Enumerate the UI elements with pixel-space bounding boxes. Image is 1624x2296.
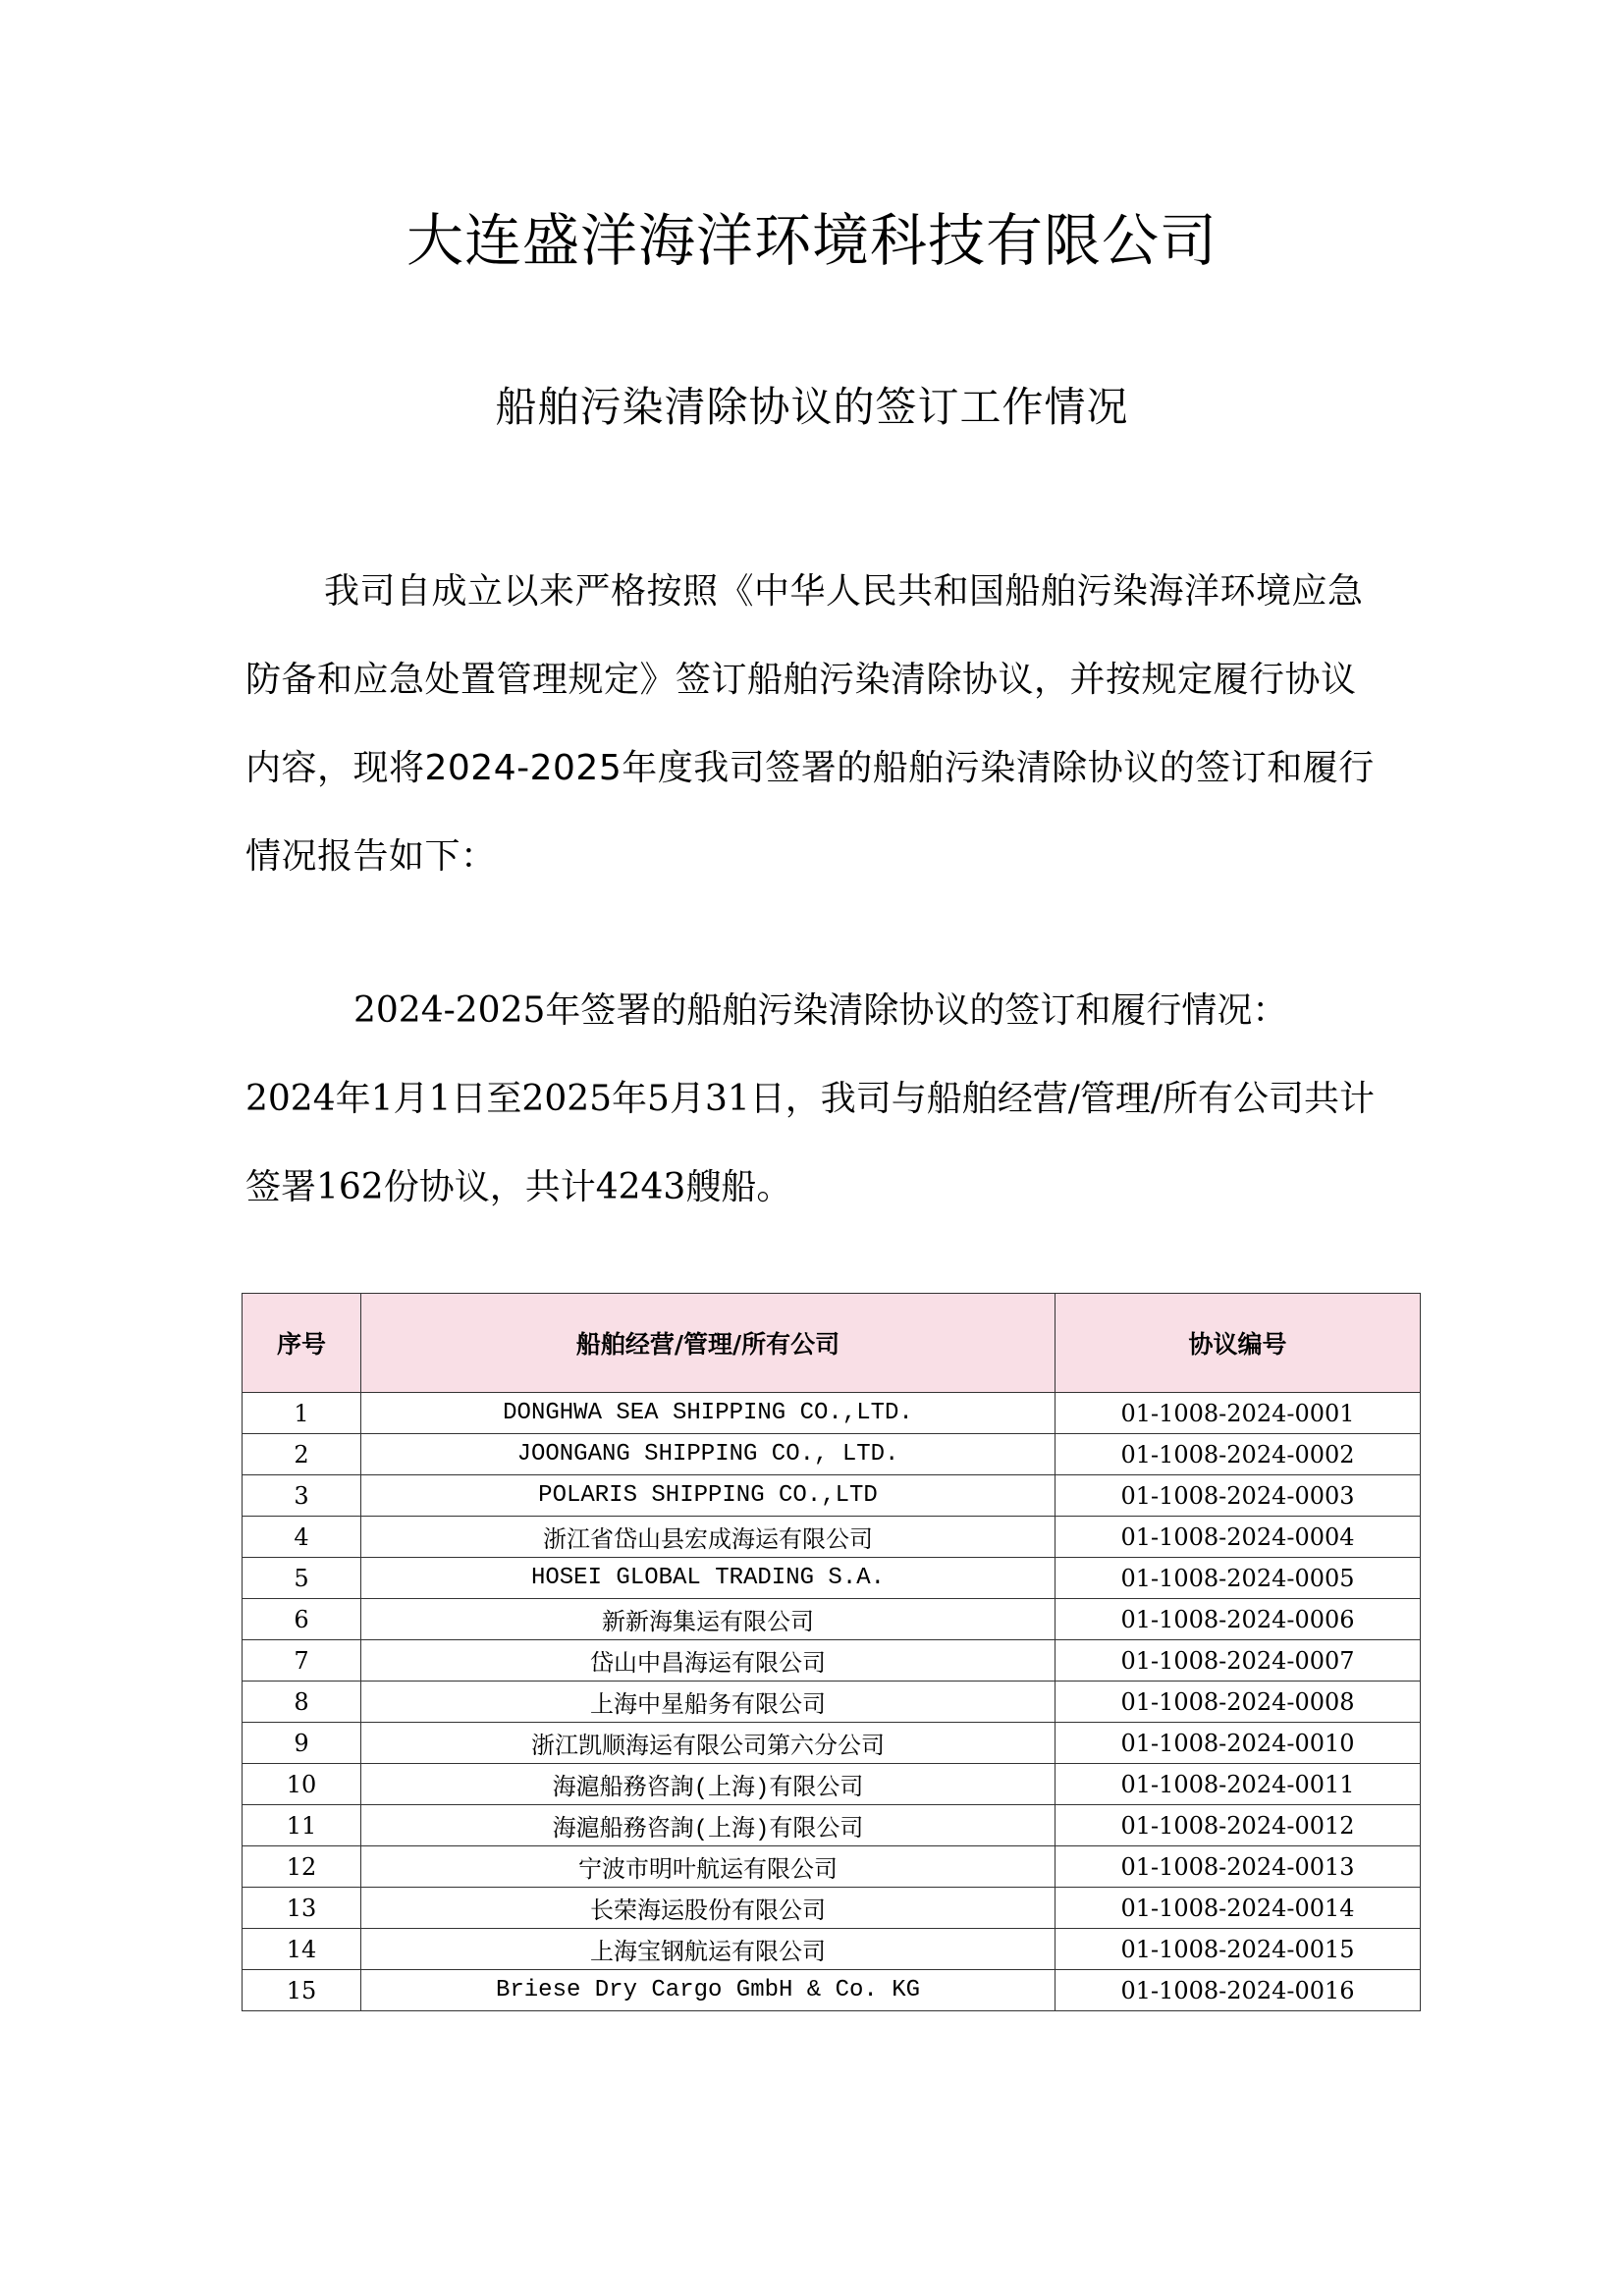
row-index: 13 <box>243 1888 361 1929</box>
row-company: DONGHWA SEA SHIPPING CO.,LTD. <box>361 1393 1056 1434</box>
table-row <box>243 1682 1421 1723</box>
table-row <box>243 1640 1421 1682</box>
header-agreement-no: 协议编号 <box>1056 1294 1421 1393</box>
row-index: 14 <box>243 1929 361 1970</box>
row-agreement-no: 01-1008-2024-0001 <box>1056 1393 1421 1434</box>
intro-paragraph: 我司自成立以来严格按照《中华人民共和国船舶污染海洋环境应急防备和应急处置管理规定》签订船舶污染清除协议，并按规定履行协议内容，现将2024-2025年度我司签署的船舶污染清除协议的签订和履行情况报告如下： <box>245 571 1375 877</box>
row-company: 上海宝钢航运有限公司 <box>361 1929 1056 1970</box>
summary-lead: 2024-2025年签署的船舶污染清除协议的签订和履行情况： <box>353 990 1288 1031</box>
row-index: 11 <box>243 1805 361 1846</box>
row-agreement-no: 01-1008-2024-0007 <box>1056 1640 1421 1682</box>
row-company: 长荣海运股份有限公司 <box>361 1888 1056 1929</box>
row-agreement-no: 01-1008-2024-0002 <box>1056 1434 1421 1475</box>
document-subtitle: 船舶污染清除协议的签订工作情况 <box>495 383 1129 431</box>
row-agreement-no: 01-1008-2024-0006 <box>1056 1599 1421 1640</box>
row-index: 2 <box>243 1434 361 1475</box>
row-company: 浙江省岱山县宏成海运有限公司 <box>361 1517 1056 1558</box>
row-index: 4 <box>243 1517 361 1558</box>
row-agreement-no: 01-1008-2024-0014 <box>1056 1888 1421 1929</box>
table-row <box>243 1846 1421 1888</box>
row-company: 海滬船務咨詢(上海)有限公司 <box>361 1805 1056 1846</box>
row-agreement-no: 01-1008-2024-0010 <box>1056 1723 1421 1764</box>
table-header-row <box>243 1294 1421 1393</box>
row-index: 5 <box>243 1558 361 1599</box>
row-agreement-no: 01-1008-2024-0011 <box>1056 1764 1421 1805</box>
row-index: 6 <box>243 1599 361 1640</box>
table-row <box>243 1475 1421 1517</box>
table-row <box>243 1723 1421 1764</box>
row-company: Briese Dry Cargo GmbH & Co. KG <box>361 1970 1056 2011</box>
header-company: 船舶经营/管理/所有公司 <box>361 1294 1056 1393</box>
table-row <box>243 1888 1421 1929</box>
row-agreement-no: 01-1008-2024-0013 <box>1056 1846 1421 1888</box>
row-index: 12 <box>243 1846 361 1888</box>
table-body <box>243 1393 1421 2011</box>
table-row <box>243 1970 1421 2011</box>
header-index: 序号 <box>243 1294 361 1393</box>
row-index: 9 <box>243 1723 361 1764</box>
row-agreement-no: 01-1008-2024-0012 <box>1056 1805 1421 1846</box>
row-index: 3 <box>243 1475 361 1517</box>
row-agreement-no: 01-1008-2024-0004 <box>1056 1517 1421 1558</box>
table-row <box>243 1599 1421 1640</box>
table-row <box>243 1764 1421 1805</box>
row-agreement-no: 01-1008-2024-0015 <box>1056 1929 1421 1970</box>
row-company: 海滬船務咨詢(上海)有限公司 <box>361 1764 1056 1805</box>
row-company: 上海中星船务有限公司 <box>361 1682 1056 1723</box>
row-index: 8 <box>243 1682 361 1723</box>
summary-body: 2024年1月1日至2025年5月31日，我司与船舶经营/管理/所有公司共计签署162份协议，共计4243艘船。 <box>245 1079 1376 1207</box>
row-company: HOSEI GLOBAL TRADING S.A. <box>361 1558 1056 1599</box>
agreement-table <box>242 1293 1421 2011</box>
table-row <box>243 1434 1421 1475</box>
table-row <box>243 1805 1421 1846</box>
row-index: 1 <box>243 1393 361 1434</box>
row-index: 10 <box>243 1764 361 1805</box>
row-company: JOONGANG SHIPPING CO., LTD. <box>361 1434 1056 1475</box>
table-row <box>243 1517 1421 1558</box>
table-row <box>243 1558 1421 1599</box>
row-agreement-no: 01-1008-2024-0016 <box>1056 1970 1421 2011</box>
row-company: POLARIS SHIPPING CO.,LTD <box>361 1475 1056 1517</box>
row-agreement-no: 01-1008-2024-0005 <box>1056 1558 1421 1599</box>
row-company: 宁波市明叶航运有限公司 <box>361 1846 1056 1888</box>
row-agreement-no: 01-1008-2024-0008 <box>1056 1682 1421 1723</box>
row-company: 浙江凯顺海运有限公司第六分公司 <box>361 1723 1056 1764</box>
row-company: 新新海集运有限公司 <box>361 1599 1056 1640</box>
table-row <box>243 1929 1421 1970</box>
row-index: 15 <box>243 1970 361 2011</box>
intro-section <box>245 548 1384 901</box>
row-company: 岱山中昌海运有限公司 <box>361 1640 1056 1682</box>
table-row <box>243 1393 1421 1434</box>
summary-section <box>245 967 1384 1232</box>
agreement-table-wrap <box>242 1293 1420 2011</box>
row-agreement-no: 01-1008-2024-0003 <box>1056 1475 1421 1517</box>
row-index: 7 <box>243 1640 361 1682</box>
company-title: 大连盛洋海洋环境科技有限公司 <box>406 207 1218 274</box>
